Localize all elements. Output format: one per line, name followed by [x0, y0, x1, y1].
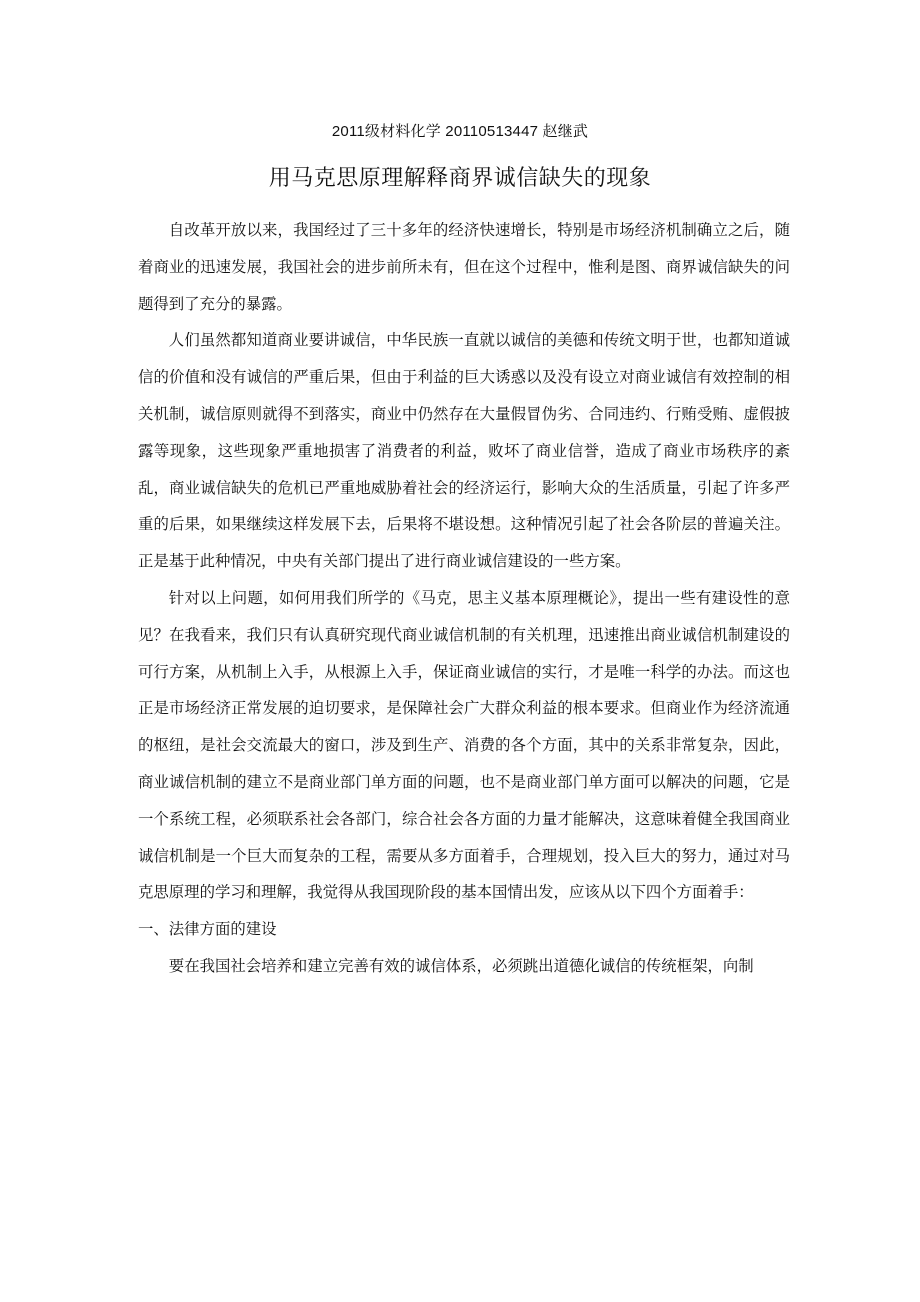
paragraph-intro: 自改革开放以来，我国经过了三十多年的经济快速增长，特别是市场经济机制确立之后，随着商业的迅速发展，我国社会的进步前所未有，但在这个过程中，惟利是图、商界诚信缺失的问题得到了充分的暴露。 [138, 221, 790, 313]
paragraph-analysis: 针对以上问题，如何用我们所学的《马克，思主义基本原理概论》，提出一些有建设性的意见？在我看来，我们只有认真研究现代商业诚信机制的有关机理，迅速推出商业诚信机制建设的可行方案，从机制上入手，从根源上入手，保证商业诚信的实行，才是唯一科学的办法。而这也正是市场经济正常发展的迫切要求，是保障社会广大群众利益的根本要求。但商业作为经济流通的枢纽，是社会交流最大的窗口，涉及到生产、消费的各个方面，其中的关系非常复杂，因此，商业诚信机制的建立不是商业部门单方面的问题，也不是商业部门单方面可以解决的问题，它是一个系统工程，必须联系社会各部门，综合社会各方面的力量才能解决，这意味着健全我国商业诚信机制是一个巨大而复杂的工程，需要从多方面着手，合理规划，投入巨大的努力，通过对马克思原理的学习和理解，我觉得从我国现阶段的基本国情出发，应该从以下四个方面着手： [138, 588, 790, 902]
section-heading-law: 一、法律方面的建设 [138, 920, 277, 939]
page-title: 用马克思原理解释商界诚信缺失的现象 [268, 166, 652, 191]
paragraph-problem: 人们虽然都知道商业要讲诚信，中华民族一直就以诚信的美德和传统文明于世，也都知道诚信的价值和没有诚信的严重后果，但由于利益的巨大诱惑以及没有设立对商业诚信有效控制的相关机制，诚信原则就得不到落实，商业中仍然存在大量假冒伪劣、合同违约、行贿受贿、虚假披露等现象，这些现象严重地损害了消费者的利益，败坏了商业信誉，造成了商业市场秩序的紊乱，商业诚信缺失的危机已严重地威胁着社会的经济运行，影响大众的生活质量，引起了许多严重的后果，如果继续这样发展下去，后果将不堪设想。这种情况引起了社会各阶层的普遍关注。正是基于此种情况，中央有关部门提出了进行商业诚信建设的一些方案。 [138, 331, 790, 571]
document-body [138, 212, 790, 985]
paragraph-law: 要在我国社会培养和建立完善有效的诚信体系，必须跳出道德化诚信的传统框架，向制 [168, 956, 754, 975]
author-line: 2011级材料化学 20110513447 赵继武 [331, 123, 589, 140]
